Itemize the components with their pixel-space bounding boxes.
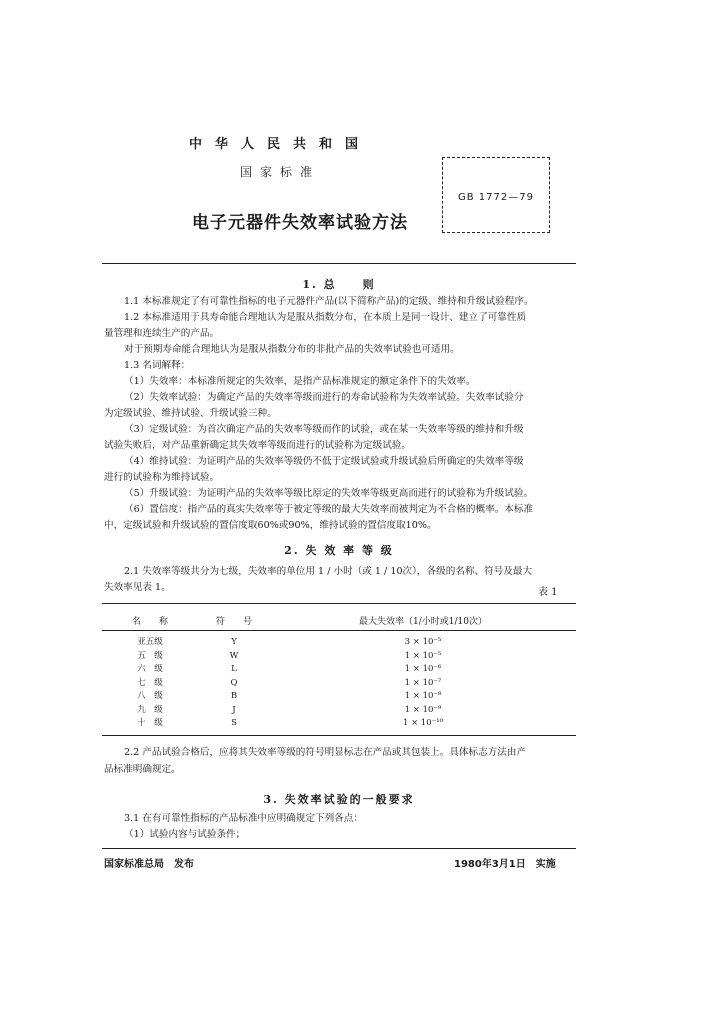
definition-4-cont: 进行的试验称为维持试验。 xyxy=(104,472,220,483)
clause-2-2-cont: 品标准明确规定。 xyxy=(104,764,181,775)
table-header-rate: 最大失效率（1/小时或1/10次） xyxy=(359,617,487,627)
section-1-heading: 1. 总 则 xyxy=(302,278,376,291)
row-name: 七 级 xyxy=(137,677,163,688)
clause-1-2: 1.2 本标准适用于具寿命能合理地认为是服从指数分布，在本质上是同一设计、建立了可靠性质 xyxy=(124,312,527,323)
row-name: 十 级 xyxy=(137,718,163,728)
clause-1-2-cont: 量管理和连续生产的产品。 xyxy=(104,328,220,339)
clause-1-2-note: 对于预期寿命能合理地认为是服从指数分布的非批产品的失效率试验也可适用。 xyxy=(124,344,460,355)
effective-date: 1980年3月1日 实施 xyxy=(454,859,556,870)
national-standard-label: 国家标准 xyxy=(239,165,320,179)
definition-3-cont: 试验失败后，对产品重新确定其失效率等级而进行的试验称为定级试验。 xyxy=(104,440,411,451)
clause-1-1: 1.1 本标准规定了有可靠性指标的电子元器件产品(以下简称产品)的定级、维持和升级试验程序。 xyxy=(124,296,534,307)
table-bottom-rule xyxy=(102,735,576,736)
row-symbol: Y xyxy=(231,637,237,647)
definition-2: （2）失效率试验：为确定产品的失效率等级而进行的寿命试验称为失效率试验。失效率试验分 xyxy=(124,392,524,403)
definition-2-cont: 为定级试验、维持试验、升级试验三种。 xyxy=(104,408,277,419)
row-symbol: S xyxy=(231,718,237,728)
definition-1: （1）失效率：本标准所规定的失效率，是指产品标准规定的额定条件下的失效率。 xyxy=(124,376,476,387)
section-3-heading: 3. 失效率试验的一般要求 xyxy=(263,793,415,806)
row-symbol: L xyxy=(231,664,237,674)
table-header-name: 名 称 xyxy=(131,617,168,627)
row-rate: 1 × 10⁻⁸ xyxy=(404,691,442,701)
definition-3: （3）定级试验：为首次确定产品的失效率等级而作的试验，或在某一失效率等级的维持和升级 xyxy=(124,424,524,435)
standard-code: GB 1772—79 xyxy=(458,192,534,203)
clause-3-1-item-1: （1）试验内容与试验条件； xyxy=(124,829,246,840)
document-title: 电子元器件失效率试验方法 xyxy=(192,213,408,233)
row-rate: 3 × 10⁻⁵ xyxy=(404,637,442,647)
row-rate: 1 × 10⁻⁹ xyxy=(404,704,442,715)
clause-3-1: 3.1 在有可靠性指标的产品标准中应明确规定下列各点： xyxy=(124,813,363,824)
issuer: 国家标准总局 发布 xyxy=(104,859,194,870)
clause-2-1: 2.1 失效率等级共分为七级，失效率的单位用 1 / 小时（或 1 / 10次），各级的名称、符号及最大 xyxy=(124,566,533,577)
definition-6-cont: 中，定级试验和升级试验的置信度取60%或90%，维持试验的置信度取10%。 xyxy=(104,520,437,531)
standard-code-box xyxy=(442,157,550,233)
row-name: 五 级 xyxy=(137,650,163,661)
row-rate: 1 × 10⁻⁷ xyxy=(404,677,442,688)
row-rate: 1 × 10⁻⁵ xyxy=(404,650,442,661)
row-name: 八 级 xyxy=(137,691,163,701)
table-header-symbol: 符 号 xyxy=(215,617,252,627)
clause-2-2: 2.2 产品试验合格后，应将其失效率等级的符号明显标志在产品或其包装上。具体标志方法由产 xyxy=(124,747,527,758)
row-rate: 1 × 10⁻¹⁰ xyxy=(402,718,444,728)
definition-5: （5）升级试验：为证明产品的失效率等级比原定的失效率等级更高而进行的试验称为升级试验。 xyxy=(124,488,534,499)
definition-6: （6）置信度：指产品的真实失效率等于被定等级的最大失效率而被判定为不合格的概率。本标准 xyxy=(124,504,534,515)
row-name: 六 级 xyxy=(137,664,163,674)
definition-4: （4）维持试验：为证明产品的失效率等级仍不低于定级试验或升级试验后所确定的失效率等级 xyxy=(124,456,524,467)
top-divider xyxy=(102,263,576,264)
row-symbol: B xyxy=(230,691,238,701)
clause-2-1-cont: 失效率见表 1。 xyxy=(104,582,171,593)
country-name: 中华人民共和国 xyxy=(188,137,371,152)
table-top-rule xyxy=(102,603,576,604)
row-name: 亚五级 xyxy=(137,637,163,647)
table-header-rule xyxy=(102,630,576,631)
row-rate: 1 × 10⁻⁶ xyxy=(404,664,442,674)
bottom-divider xyxy=(102,848,576,849)
row-name: 九 级 xyxy=(137,704,163,715)
clause-1-3: 1.3 名词解释： xyxy=(124,360,191,371)
table-1-label: 表 1 xyxy=(538,587,558,598)
section-2-heading: 2. 失 效 率 等 级 xyxy=(284,544,394,557)
row-symbol: W xyxy=(229,650,239,661)
row-symbol: J xyxy=(232,704,236,715)
row-symbol: Q xyxy=(230,677,238,688)
